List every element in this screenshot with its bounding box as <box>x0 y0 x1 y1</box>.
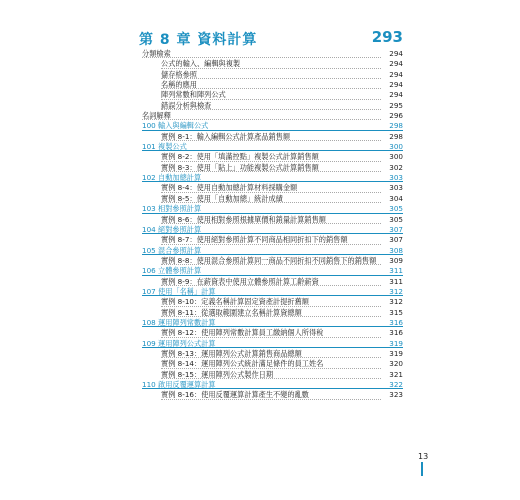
toc-entry-page: 319 <box>389 348 403 358</box>
toc-entry-label: 103 相對參照計算 <box>142 204 202 214</box>
leader-line <box>142 57 381 58</box>
toc-section-entry <box>139 204 403 214</box>
toc-section-entry <box>139 318 403 328</box>
toc-example-entry <box>139 370 403 380</box>
table-of-contents <box>139 49 403 401</box>
toc-example-entry <box>139 359 403 369</box>
toc-entry-label: 實例 8-12：使用陣列常數計算員工繳納個人所得稅 <box>161 328 324 338</box>
toc-entry <box>139 59 403 69</box>
toc-entry-label: 實例 8-8：使用混合參照計算同一商品不同折扣不同銷售下的銷售額 <box>161 255 377 265</box>
toc-example-entry <box>139 132 403 142</box>
toc-entry-label: 101 複製公式 <box>142 142 187 152</box>
toc-entry-page: 294 <box>389 90 403 100</box>
toc-entry-page: 294 <box>389 49 403 58</box>
toc-entry-label: 實例 8-2：使用「填滿控點」複製公式計算銷售額 <box>161 152 319 162</box>
toc-section-entry <box>139 173 403 183</box>
toc-entry-page: 303 <box>389 183 403 193</box>
toc-entry-label: 實例 8-16：使用反覆運算計算產生不變的亂數 <box>161 390 309 400</box>
toc-entry <box>139 90 403 100</box>
toc-example-entry <box>139 152 403 162</box>
toc-example-entry <box>139 349 403 359</box>
page-number: 13 <box>418 452 429 461</box>
toc-entry-label: 儲存格參照 <box>161 69 197 79</box>
toc-entry-page: 300 <box>389 142 403 152</box>
toc-section-entry <box>139 225 403 235</box>
chapter-title: 第 8 章 資料計算 <box>139 32 258 48</box>
toc-example-entry <box>139 194 403 204</box>
toc-example-entry <box>139 235 403 245</box>
toc-entry-page: 322 <box>389 380 403 389</box>
toc-section-entry <box>139 380 403 390</box>
toc-entry-page: 307 <box>389 235 403 245</box>
toc-entry-page: 294 <box>389 59 403 69</box>
toc-entry-page: 316 <box>389 317 403 327</box>
toc-entry-label: 實例 8-9：在薪資表中使用立體參照計算工齡薪資 <box>161 276 319 286</box>
toc-example-entry <box>139 277 403 287</box>
toc-entry-page: 305 <box>389 214 403 224</box>
toc-entry-page: 311 <box>389 276 403 286</box>
page-number-marker <box>421 462 423 476</box>
toc-entry-label: 錯誤分析與檢查 <box>161 100 212 110</box>
toc-example-entry <box>139 163 403 173</box>
toc-example-entry <box>139 308 403 318</box>
toc-entry-label: 陣列常數和陣列公式 <box>161 90 226 100</box>
toc-entry-page: 300 <box>389 152 403 162</box>
toc-entry-page: 323 <box>389 390 403 400</box>
toc-entry-label: 分類檢索 <box>142 49 171 58</box>
toc-example-entry <box>139 390 403 400</box>
toc-entry-label: 107 使用「名稱」計算 <box>142 286 216 296</box>
toc-entry-page: 295 <box>389 100 403 110</box>
toc-entry <box>139 111 403 121</box>
toc-entry-label: 105 混合參照計算 <box>142 245 202 255</box>
toc-entry-label: 實例 8-13：運用陣列公式計算銷售商品總額 <box>161 348 302 358</box>
toc-entry-page: 312 <box>389 297 403 307</box>
toc-section-entry <box>139 142 403 152</box>
toc-entry-label: 實例 8-10：定義名稱計算固定資產計提折舊額 <box>161 297 309 307</box>
toc-entry-label: 實例 8-14：運用陣列公式統計滿足條件的員工姓名 <box>161 359 324 369</box>
toc-entry-label: 106 立體參照計算 <box>142 266 202 276</box>
toc-entry-page: 302 <box>389 162 403 172</box>
toc-entry <box>139 80 403 90</box>
toc-example-entry <box>139 183 403 193</box>
toc-entry-page: 307 <box>389 224 403 234</box>
toc-example-entry <box>139 256 403 266</box>
leader-line <box>142 119 381 120</box>
toc-entry-label: 實例 8-11：從選取範圍建立名稱計算資總額 <box>161 307 302 317</box>
toc-entry-label: 100 輸入與編輯公式 <box>142 121 209 131</box>
chapter-page-number: 293 <box>371 28 403 46</box>
toc-entry-page: 308 <box>389 245 403 255</box>
toc-entry-page: 320 <box>389 359 403 369</box>
toc-entry-label: 實例 8-3：使用「貼上」功能複製公式計算銷售額 <box>161 162 319 172</box>
toc-example-entry <box>139 328 403 338</box>
toc-example-entry <box>139 297 403 307</box>
toc-entry-label: 110 啟用反覆運算計算 <box>142 380 216 389</box>
toc-entry-page: 294 <box>389 80 403 90</box>
toc-entry <box>139 101 403 111</box>
toc-entry-page: 311 <box>389 266 403 276</box>
toc-entry-page: 304 <box>389 193 403 203</box>
toc-entry-page: 316 <box>389 328 403 338</box>
toc-section-entry <box>139 121 403 131</box>
toc-entry-page: 321 <box>389 369 403 379</box>
toc-entry-page: 312 <box>389 286 403 296</box>
toc-example-entry <box>139 215 403 225</box>
toc-section-entry <box>139 339 403 349</box>
chapter-header <box>139 27 403 49</box>
toc-entry-label: 實例 8-7：使用絕對參照計算不同商品相同折扣下的銷售額 <box>161 235 348 245</box>
toc-entry-page: 294 <box>389 69 403 79</box>
toc-entry-page: 303 <box>389 173 403 183</box>
toc-entry-label: 102 自動加總計算 <box>142 173 202 183</box>
toc-entry-label: 實例 8-6：使用相對參照根據單價和銷量計算銷售額 <box>161 214 326 224</box>
toc-entry-label: 名稱的應用 <box>161 80 197 90</box>
toc-entry-label: 實例 8-4：使用自動加總計算材料採購金額 <box>161 183 298 193</box>
toc-entry <box>139 70 403 80</box>
toc-entry-page: 298 <box>389 131 403 141</box>
toc-entry-label: 名詞解釋 <box>142 111 171 121</box>
toc-entry-page: 305 <box>389 204 403 214</box>
toc-entry-page: 309 <box>389 255 403 265</box>
toc-entry-label: 108 運用陣列常數計算 <box>142 317 216 327</box>
toc-entry-page: 315 <box>389 307 403 317</box>
toc-section-entry <box>139 246 403 256</box>
toc-entry-page: 296 <box>389 111 403 121</box>
toc-entry-label: 實例 8-15：運用陣列公式製作日期 <box>161 369 274 379</box>
toc-entry-label: 104 絕對參照計算 <box>142 224 202 234</box>
toc-entry <box>139 49 403 59</box>
toc-section-entry <box>139 266 403 276</box>
toc-entry-label: 實例 8-1：輸入編輯公式計算產品銷售額 <box>161 131 291 141</box>
toc-entry-label: 109 運用陣列公式計算 <box>142 338 216 348</box>
toc-entry-label: 實例 8-5：使用「自動加總」統計成績 <box>161 193 283 203</box>
toc-entry-page: 298 <box>389 121 403 131</box>
toc-entry-page: 319 <box>389 338 403 348</box>
toc-section-entry <box>139 287 403 297</box>
toc-entry-label: 公式的輸入、編輯與複製 <box>161 59 241 69</box>
